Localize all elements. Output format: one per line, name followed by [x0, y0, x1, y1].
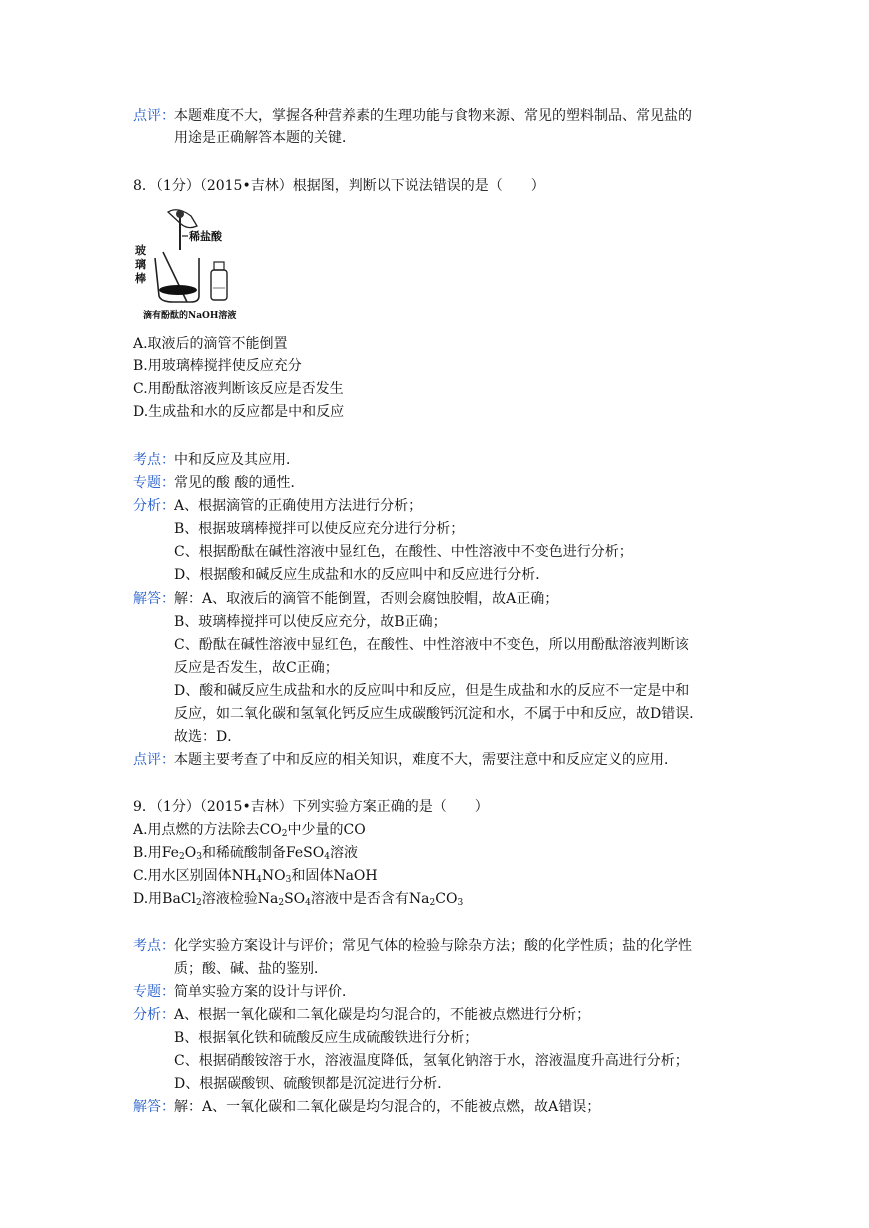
- q8-jieda-line: 反应是否发生，故C正确；: [174, 660, 339, 676]
- q8-kaodian-label: 考点：: [133, 452, 175, 468]
- q8-jieda-label: 解答：: [133, 591, 175, 607]
- q8-fenxi-line: A、根据滴管的正确使用方法进行分析；: [174, 498, 423, 514]
- experiment-figure: [133, 206, 251, 330]
- q7-review-line: 用途是正确解答本题的关键．: [174, 130, 356, 146]
- q8-zhuanti-label: 专题：: [133, 475, 175, 491]
- figure-label-solution: 滴有酚酞的NaOH溶液: [143, 311, 237, 321]
- q8-jieda-line: C、酚酞在碱性溶液中显红色，在酸性、中性溶液中不变色，所以用酚酞溶液判断该: [174, 637, 689, 653]
- q9-fenxi-line: D、根据碳酸钡、硫酸钡都是沉淀进行分析．: [174, 1076, 452, 1092]
- q8-kaodian-text: 中和反应及其应用．: [174, 452, 300, 468]
- q9-jieda-label: 解答：: [133, 1099, 175, 1115]
- q8-option-b: B.用玻璃棒搅拌使反应充分: [133, 358, 302, 374]
- q9-option-c: C.用水区别固体$NH_4NO_3$和固体NaOH: [133, 868, 378, 885]
- q9-jieda-line: 解：A、一氧化碳和二氧化碳是均匀混合的，不能被点燃，故A错误；: [174, 1099, 601, 1115]
- q8-option-c: C.用酚酞溶液判断该反应是否发生: [133, 381, 344, 397]
- q9-stem: 9．（1分）（2015•吉林）下列实验方案正确的是（ ）: [133, 799, 489, 815]
- q8-jieda-line: D、酸和碱反应生成盐和水的反应叫中和反应，但是生成盐和水的反应不一定是中和: [174, 683, 690, 699]
- q9-fenxi-line: B、根据氧化铁和硫酸反应生成硫酸铁进行分析；: [174, 1030, 479, 1046]
- q8-fenxi-line: C、根据酚酞在碱性溶液中显红色，在酸性、中性溶液中不变色进行分析；: [174, 544, 633, 560]
- q7-review-label: 点评：: [133, 108, 175, 124]
- q8-fenxi-label: 分析：: [133, 498, 175, 514]
- q9-fenxi-line: C、根据硝酸铵溶于水，溶液温度降低，氢氧化钠溶于水，溶液温度升高进行分析；: [174, 1053, 689, 1069]
- q9-kaodian-line: 质；酸、碱、盐的鉴别．: [174, 961, 328, 977]
- q9-kaodian-label: 考点：: [133, 938, 175, 954]
- q9-option-d: D.用BaCl$_2$溶液检验$Na_2SO_4$溶液中是否含有$Na_2CO_3$: [133, 891, 464, 908]
- figure-label-acid: 稀盐酸: [189, 230, 222, 243]
- q8-fenxi-line: D、根据酸和碱反应生成盐和水的反应叫中和反应进行分析．: [174, 567, 550, 583]
- q9-fenxi-label: 分析：: [133, 1007, 175, 1023]
- q8-jieda-line: 故选：D．: [174, 729, 242, 745]
- q8-jieda-line: 反应，如二氧化碳和氢氧化钙反应生成碳酸钙沉淀和水，不属于中和反应，故D错误．: [174, 706, 704, 722]
- q8-zhuanti-text: 常见的酸 酸的通性．: [174, 475, 305, 491]
- q9-fenxi-line: A、根据一氧化碳和二氧化碳是均匀混合的，不能被点燃进行分析；: [174, 1007, 591, 1023]
- q8-option-d: D.生成盐和水的反应都是中和反应: [133, 404, 345, 420]
- q8-stem: 8．（1分）（2015•吉林）根据图，判断以下说法错误的是（ ）: [133, 178, 545, 194]
- figure-label-glass-2: 璃: [135, 258, 146, 271]
- q7-review-line: 本题难度不大，掌握各种营养素的生理功能与食物来源、常见的塑料制品、常见盐的: [174, 108, 692, 124]
- q9-option-b: B.用$Fe_2O_3$和稀硫酸制备FeSO$_4$溶液: [133, 845, 358, 862]
- q9-zhuanti-label: 专题：: [133, 984, 175, 1000]
- q8-jieda-line: 解：A、取液后的滴管不能倒置，否则会腐蚀胶帽，故A正确；: [174, 591, 559, 607]
- q8-dianping-label: 点评：: [133, 752, 175, 768]
- q8-dianping-text: 本题主要考查了中和反应的相关知识，难度不大，需要注意中和反应定义的应用．: [174, 752, 678, 768]
- q8-jieda-line: B、玻璃棒搅拌可以使反应充分，故B正确；: [174, 614, 447, 630]
- figure-label-glass-1: 玻: [135, 244, 146, 257]
- q9-option-a: A.用点燃的方法除去$CO_2$中少量的CO: [133, 822, 366, 839]
- figure-label-glass-3: 棒: [135, 272, 146, 285]
- q9-kaodian-line: 化学实验方案设计与评价；常见气体的检验与除杂方法；酸的化学性质；盐的化学性: [174, 938, 692, 954]
- q8-fenxi-line: B、根据玻璃棒搅拌可以使反应充分进行分析；: [174, 521, 465, 537]
- q9-zhuanti-text: 简单实验方案的设计与评价．: [174, 984, 356, 1000]
- q8-option-a: A.取液后的滴管不能倒置: [133, 336, 288, 352]
